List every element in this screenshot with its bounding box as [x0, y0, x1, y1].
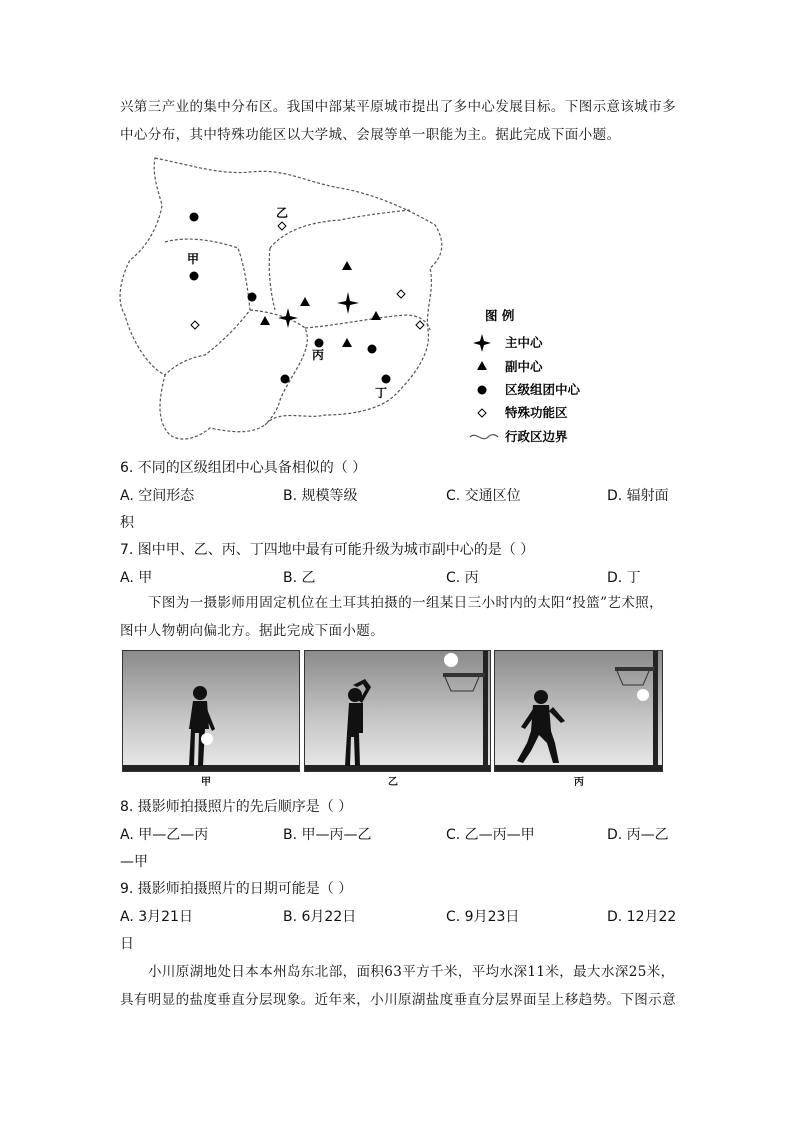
- inner-boundary-3: [269, 248, 275, 310]
- q7-option-b: B. 乙: [283, 570, 316, 586]
- q9-option-d: D. 12月22: [607, 909, 677, 925]
- legend-label-main: 主中心: [505, 335, 543, 350]
- inner-boundary-2: [270, 210, 410, 248]
- sub-center-triangle-3: [260, 316, 270, 325]
- photo-yi: [304, 650, 491, 772]
- intro-1-line-2: 中心分布，其中特殊功能区以大学城、会展等单一职能为主。据此完成下面小题。: [120, 127, 621, 143]
- q9-stem: 9. 摄影师拍摄照片的日期可能是（ ）: [120, 881, 353, 897]
- silhouette-yi: [305, 651, 490, 771]
- sub-center-triangle-1: [342, 261, 352, 270]
- sub-center-triangle-4: [371, 311, 381, 320]
- label-yi: 乙: [276, 206, 289, 220]
- special-zone-diamond-3: [397, 290, 405, 298]
- q6-stem: 6. 不同的区级组团中心具备相似的（ ）: [120, 460, 367, 476]
- intro-3-line-1: 小川原湖地处日本本州岛东北部，面积63平方千米，平均水深11米，最大水深25米，: [148, 964, 675, 980]
- label-jia: 甲: [187, 252, 200, 266]
- main-center-star-2: [337, 292, 359, 314]
- district-center-dot-5: [368, 345, 377, 354]
- q7-option-a: A. 甲: [120, 570, 153, 586]
- q7-option-d: D. 丁: [607, 570, 641, 586]
- q8-stem: 8. 摄影师拍摄照片的先后顺序是（ ）: [120, 799, 353, 815]
- legend-title: 图 例: [485, 308, 515, 323]
- sub-center-triangle-5: [342, 338, 352, 347]
- q6-option-d-wrap: 积: [120, 515, 134, 531]
- photo-jia: [122, 650, 300, 772]
- legend-label-sub: 副中心: [505, 359, 543, 374]
- photo-caption-yi: 乙: [388, 777, 398, 788]
- intro-paragraph-1: [120, 93, 676, 149]
- special-zone-diamond-4: [416, 321, 424, 329]
- q8-option-c: C. 乙—丙—甲: [446, 827, 535, 843]
- q6-option-d: D. 辐射面: [607, 488, 669, 504]
- q7-option-c: C. 丙: [446, 570, 479, 586]
- intro-paragraph-2: [120, 589, 680, 645]
- q9-option-a: A. 3月21日: [120, 909, 193, 925]
- q8-option-b: B. 甲—丙—乙: [283, 827, 372, 843]
- q9-option-c: C. 9月23日: [446, 909, 520, 925]
- q8-option-d: D. 丙—乙: [607, 827, 669, 843]
- inner-boundary-4: [250, 310, 307, 425]
- special-zone-diamond-2: [191, 321, 199, 329]
- intro-1-line-1: 兴第三产业的集中分布区。我国中部某平原城市提出了多中心发展目标。下图示意该城市多: [120, 99, 676, 115]
- city-map-figure: [110, 150, 610, 450]
- photo-bing: [494, 650, 663, 772]
- q6-option-b: B. 规模等级: [283, 488, 358, 504]
- photo-caption-jia: 甲: [201, 777, 211, 788]
- special-zone-diamond-1: [278, 222, 286, 230]
- q7-stem: 7. 图中甲、乙、丙、丁四地中最有可能升级为城市副中心的是（ ）: [120, 542, 535, 558]
- legend-label-district: 区级组团中心: [505, 382, 581, 397]
- silhouette-jia: [123, 651, 299, 771]
- legend-diamond-icon: [478, 409, 486, 417]
- photo-caption-bing: 丙: [574, 777, 584, 788]
- label-ding: 丁: [375, 386, 388, 400]
- map-legend: [470, 308, 581, 444]
- district-center-dot-6: [281, 375, 290, 384]
- district-center-dot-1: [190, 213, 199, 222]
- q8-option-a: A. 甲—乙—丙: [120, 827, 209, 843]
- q9-option-d-wrap: 日: [120, 936, 134, 952]
- legend-label-special: 特殊功能区: [505, 405, 568, 420]
- district-center-dot-7: [382, 375, 391, 384]
- inner-boundary-1: [165, 239, 250, 375]
- intro-2-line-2: 图中人物朝向偏北方。据此完成下面小题。: [120, 623, 385, 639]
- intro-3-line-2: 具有明显的盐度垂直分层现象。近年来，小川原湖盐度垂直分层界面呈上移趋势。下图示意: [120, 992, 676, 1008]
- q8-option-d-wrap: —甲: [120, 854, 148, 870]
- inner-boundary-5: [305, 315, 430, 330]
- intro-paragraph-3: [120, 958, 680, 1014]
- sub-center-triangle-2: [300, 297, 310, 306]
- legend-label-boundary: 行政区边界: [505, 429, 568, 444]
- legend-dot-icon: [478, 386, 487, 395]
- main-center-star-1: [278, 308, 298, 328]
- q6-option-c: C. 交通区位: [446, 488, 521, 504]
- district-center-dot-4: [315, 339, 324, 348]
- district-center-dot-2: [190, 272, 199, 281]
- legend-triangle-icon: [477, 361, 487, 370]
- district-center-dot-3: [248, 293, 257, 302]
- q9-option-b: B. 6月22日: [283, 909, 357, 925]
- outer-boundary: [120, 158, 442, 439]
- legend-star-icon: [473, 334, 491, 352]
- legend-wave-icon: [470, 435, 498, 439]
- q6-option-a: A. 空间形态: [120, 488, 195, 504]
- intro-2-line-1: 下图为一摄影师用固定机位在土耳其拍摄的一组某日三小时内的太阳“投篮”艺术照，: [148, 595, 664, 611]
- silhouette-bing: [495, 651, 662, 771]
- label-bing: 丙: [312, 348, 325, 362]
